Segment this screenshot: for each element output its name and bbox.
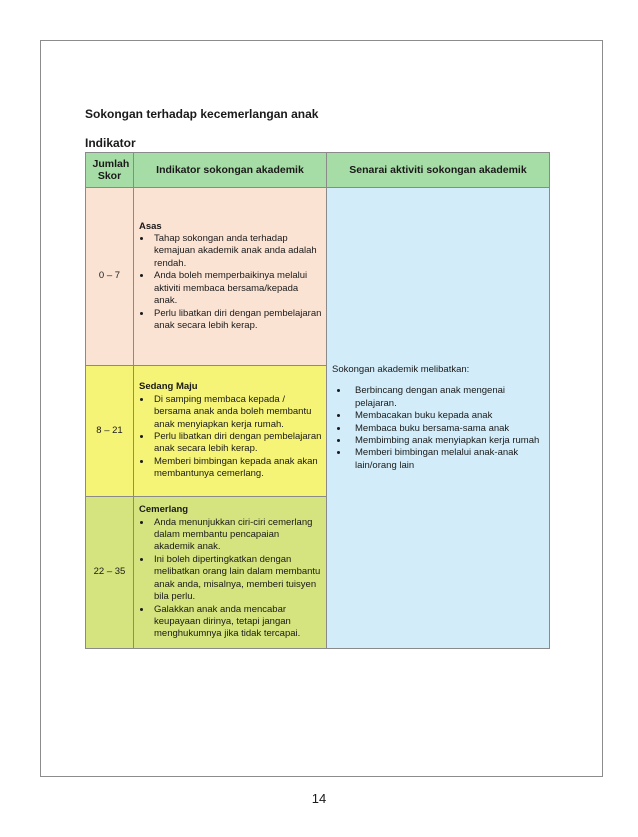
indicator-cell <box>134 497 327 649</box>
sub-title: Indikator <box>85 136 136 150</box>
list-item: • Anda boleh memperbaikinya melalui aktiviti membaca bersama/kepada anak. <box>152 270 322 307</box>
list-item: • Memberi bimbingan kepada anak akan membantunya cemerlang. <box>152 456 322 481</box>
list-item: • Perlu libatkan diri dengan pembelajaran anak secara lebih kerap. <box>152 431 322 456</box>
level-name: Sedang Maju <box>139 381 198 393</box>
score-cell: 22 – 35 <box>86 497 134 649</box>
level-name: Asas <box>139 220 162 232</box>
indicator-cell <box>134 366 327 497</box>
list-item: • Berbincang dengan anak mengenai pelajaran. <box>349 385 543 410</box>
list-item: • Membacakan buku kepada anak <box>349 410 543 422</box>
score-cell: 8 – 21 <box>86 366 134 497</box>
list-item: • Anda menunjukkan ciri-ciri cemerlang dalam membantu pencapaian akademik anak. <box>152 517 322 554</box>
page-number: 14 <box>311 791 327 806</box>
list-item: • Membaca buku bersama-sama anak <box>349 423 543 435</box>
level-name: Cemerlang <box>139 504 189 516</box>
list-item: • Ini boleh dipertingkatkan dengan melibatkan orang lain dalam membantu anak anda, misalnya, memberi tuisyen bila perlu. <box>152 554 322 604</box>
indicator-table <box>85 152 550 649</box>
list-item: • Membimbing anak menyiapkan kerja rumah <box>349 435 543 447</box>
header-score: Jumlah Skor <box>86 153 134 188</box>
header-indicator: Indikator sokongan akademik <box>134 153 327 188</box>
activities-cell <box>327 188 550 649</box>
table-row <box>86 188 550 366</box>
list-item: • Galakkan anak anda mencabar keupayaan dirinya, tetapi jangan menghukumnya jika tidak tercapai. <box>152 604 322 641</box>
section-title: Sokongan terhadap kecemerlangan anak <box>85 107 319 121</box>
header-activities: Senarai aktiviti sokongan akademik <box>327 153 550 188</box>
activities-intro: Sokongan akademik melibatkan: <box>332 363 470 375</box>
indicator-cell <box>134 188 327 366</box>
list-item: • Memberi bimbingan melalui anak-anak lain/orang lain <box>349 447 543 472</box>
list-item: • Perlu libatkan diri dengan pembelajaran anak secara lebih kerap. <box>152 308 322 333</box>
list-item: • Di samping membaca kepada / bersama anak anda boleh membantu anak menyiapkan kerja rumah. <box>152 394 322 431</box>
score-cell: 0 – 7 <box>86 188 134 366</box>
list-item: • Tahap sokongan anda terhadap kemajuan akademik anak anda adalah rendah. <box>152 233 322 270</box>
